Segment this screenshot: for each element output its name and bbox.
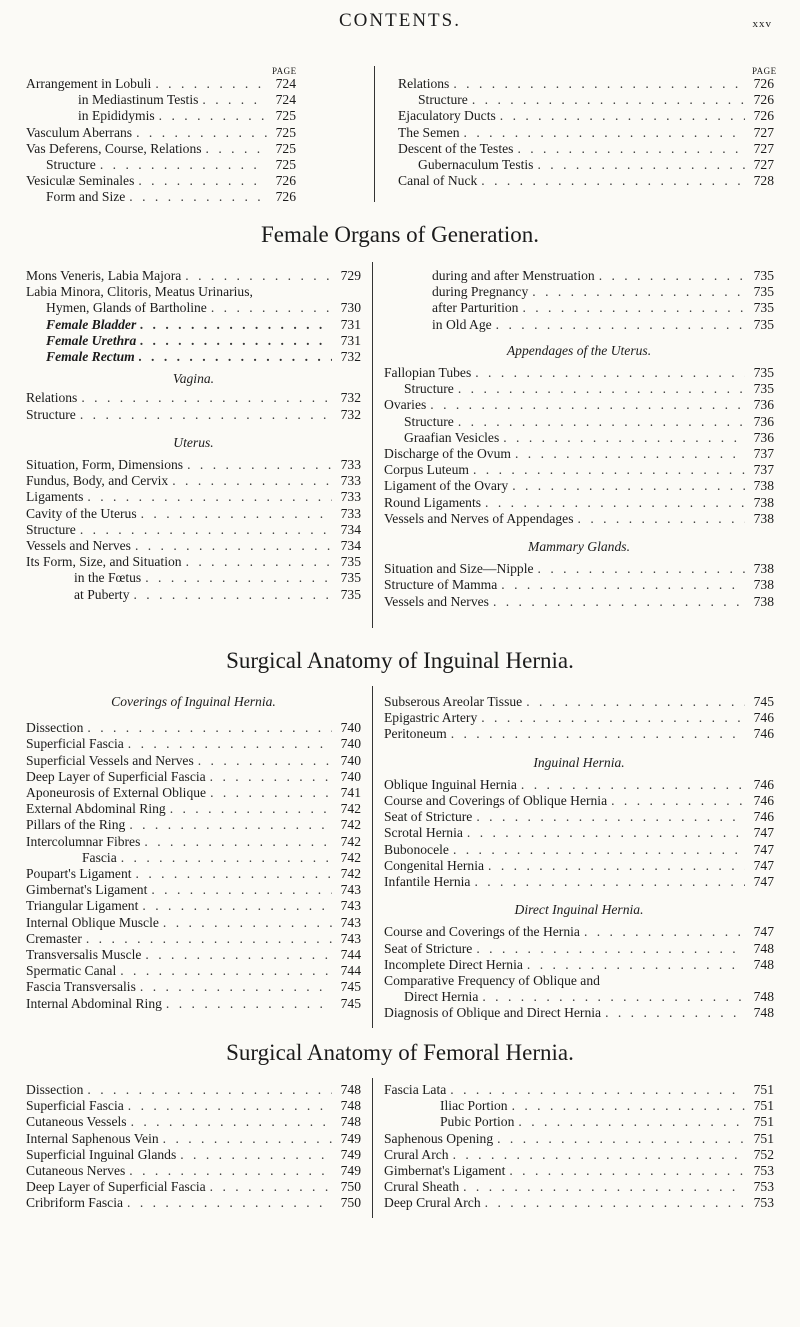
toc-entry: Iliac Portion . . . 751	[384, 1098, 774, 1114]
toc-entry: Internal Abdominal Ring . . . 745	[26, 996, 361, 1012]
toc-entry: Aponeurosis of External Oblique . . . 741	[26, 785, 361, 801]
toc-entry: Canal of Nuck . . . 728	[398, 173, 774, 189]
toc-entry: Structure . . . 725	[26, 157, 296, 173]
toc-entry: Ligament of the Ovary . . . 738	[384, 478, 774, 494]
toc-female-left	[26, 268, 361, 603]
subsection-heading: Mammary Glands.	[528, 539, 630, 555]
toc-entry: Vasculum Aberrans . . . 725	[26, 125, 296, 141]
toc-entry: Gimbernat's Ligament . . . 743	[26, 882, 361, 898]
page-number: xxv	[752, 18, 772, 30]
toc-entry: Round Ligaments . . . 738	[384, 495, 774, 511]
toc-entry: Comparative Frequency of Oblique and	[384, 973, 600, 989]
toc-entry: Discharge of the Ovum . . . 737	[384, 446, 774, 462]
toc-entry: Graafian Vesicles . . . 736	[384, 430, 774, 446]
subsection-heading: Inguinal Hernia.	[533, 754, 625, 770]
toc-entry: Female Bladder . . . 731	[26, 317, 361, 333]
column-divider	[372, 262, 373, 628]
toc-inguinal-right	[384, 694, 774, 1022]
toc-entry: Crural Sheath . . . 753	[384, 1179, 774, 1195]
toc-entry: Vessels and Nerves . . . 734	[26, 538, 361, 554]
toc-femoral-right	[384, 1082, 774, 1212]
toc-femoral-left	[26, 1082, 361, 1212]
toc-entry: Fascia Transversalis . . . 745	[26, 979, 361, 995]
toc-entry: Spermatic Canal . . . 744	[26, 963, 361, 979]
toc-entry: Direct Hernia . . . 748	[384, 989, 774, 1005]
section-heading: Female Organs of Generation.	[260, 222, 540, 247]
toc-entry: in the Fœtus . . . 735	[26, 570, 361, 586]
section-heading: Surgical Anatomy of Inguinal Hernia.	[226, 648, 574, 673]
toc-entry: Fascia Lata . . . 751	[384, 1082, 774, 1098]
toc-entry: Cutaneous Vessels . . . 748	[26, 1114, 361, 1130]
toc-entry: Scrotal Hernia . . . 747	[384, 825, 774, 841]
toc-entry: Form and Size . . . 726	[26, 189, 296, 205]
toc-entry: Dissection . . . 740	[26, 720, 361, 736]
toc-entry: Corpus Luteum . . . 737	[384, 462, 774, 478]
subsection-heading: Vagina.	[172, 371, 215, 387]
toc-entry: Cremaster . . . 743	[26, 931, 361, 947]
toc-entry: Seat of Stricture . . . 748	[384, 941, 774, 957]
toc-entry: Peritoneum . . . 746	[384, 726, 774, 742]
toc-entry: Relations . . . 732	[26, 390, 361, 406]
toc-entry: Superficial Fascia . . . 748	[26, 1098, 361, 1114]
toc-entry: The Semen . . . 727	[398, 125, 774, 141]
toc-entry: Superficial Vessels and Nerves . . . 740	[26, 753, 361, 769]
toc-female-right	[384, 268, 774, 610]
toc-entry: Cribriform Fascia . . . 750	[26, 1195, 361, 1211]
toc-entry: Structure . . . 732	[26, 407, 361, 423]
toc-entry: Superficial Fascia . . . 740	[26, 736, 361, 752]
toc-entry: Vesiculæ Seminales . . . 726	[26, 173, 296, 189]
toc-entry: Oblique Inguinal Hernia . . . 746	[384, 777, 774, 793]
toc-entry: Structure . . . 735	[384, 381, 774, 397]
toc-entry: Congenital Hernia . . . 747	[384, 858, 774, 874]
toc-entry: Descent of the Testes . . . 727	[398, 141, 774, 157]
toc-entry: Cavity of the Uterus . . . 733	[26, 506, 361, 522]
toc-entry: Ejaculatory Ducts . . . 726	[398, 108, 774, 124]
toc-entry: Gimbernat's Ligament . . . 753	[384, 1163, 774, 1179]
subsection-heading: Coverings of Inguinal Hernia.	[111, 694, 276, 709]
toc-entry: Internal Saphenous Vein . . . 749	[26, 1131, 361, 1147]
toc-entry: after Parturition . . . 735	[384, 300, 774, 316]
toc-entry: Ovaries . . . 736	[384, 397, 774, 413]
toc-entry: Course and Coverings of the Hernia . . . 747	[384, 924, 774, 940]
toc-entry: Saphenous Opening . . . 751	[384, 1131, 774, 1147]
toc-entry: Seat of Stricture . . . 746	[384, 809, 774, 825]
toc-entry: Female Rectum . . . 732	[26, 349, 361, 365]
toc-entry: Pillars of the Ring . . . 742	[26, 817, 361, 833]
toc-top-right	[398, 76, 774, 189]
toc-entry: at Puberty . . . 735	[26, 587, 361, 603]
toc-entry: Relations . . . 726	[398, 76, 774, 92]
toc-entry: in Old Age . . . 735	[384, 317, 774, 333]
toc-entry: Bubonocele . . . 747	[384, 842, 774, 858]
toc-entry: Dissection . . . 748	[26, 1082, 361, 1098]
toc-entry: Ligaments . . . 733	[26, 489, 361, 505]
toc-entry: Deep Layer of Superficial Fascia . . . 750	[26, 1179, 361, 1195]
toc-entry: Deep Layer of Superficial Fascia . . . 740	[26, 769, 361, 785]
toc-entry: Deep Crural Arch . . . 753	[384, 1195, 774, 1211]
toc-entry: Vessels and Nerves . . . 738	[384, 594, 774, 610]
toc-entry: Its Form, Size, and Situation . . . 735	[26, 554, 361, 570]
toc-entry: Incomplete Direct Hernia . . . 748	[384, 957, 774, 973]
toc-entry: Vessels and Nerves of Appendages . . . 738	[384, 511, 774, 527]
toc-entry: Infantile Hernia . . . 747	[384, 874, 774, 890]
toc-entry: External Abdominal Ring . . . 742	[26, 801, 361, 817]
subsection-heading: Appendages of the Uterus.	[506, 342, 652, 358]
toc-entry: Vas Deferens, Course, Relations . . . 725	[26, 141, 296, 157]
toc-entry: during and after Menstruation . . . 735	[384, 268, 774, 284]
toc-entry: Internal Oblique Muscle . . . 743	[26, 915, 361, 931]
toc-entry: Hymen, Glands of Bartholine . . . 730	[26, 300, 361, 316]
column-divider	[372, 686, 373, 1028]
toc-entry: in Mediastinum Testis . . . 724	[26, 92, 296, 108]
toc-entry: Structure . . . 726	[398, 92, 774, 108]
column-divider	[372, 1078, 373, 1218]
toc-entry: Pubic Portion . . . 751	[384, 1114, 774, 1130]
toc-entry: Situation and Size—Nipple . . . 738	[384, 561, 774, 577]
toc-inguinal-left	[26, 694, 361, 1012]
toc-entry: Poupart's Ligament . . . 742	[26, 866, 361, 882]
toc-entry: Female Urethra . . . 731	[26, 333, 361, 349]
toc-entry: Structure of Mamma . . . 738	[384, 577, 774, 593]
toc-entry: Labia Minora, Clitoris, Meatus Urinarius,	[26, 284, 253, 300]
toc-entry: Intercolumnar Fibres . . . 742	[26, 834, 361, 850]
toc-entry: Structure . . . 736	[384, 414, 774, 430]
toc-top-left	[26, 76, 296, 206]
toc-entry: Diagnosis of Oblique and Direct Hernia . . . 748	[384, 1005, 774, 1021]
toc-entry: Gubernaculum Testis . . . 727	[398, 157, 774, 173]
subsection-heading: Uterus.	[173, 434, 214, 450]
toc-entry: Crural Arch . . . 752	[384, 1147, 774, 1163]
page-title: CONTENTS.	[339, 10, 461, 31]
toc-entry: Structure . . . 734	[26, 522, 361, 538]
page-column-label: PAGE	[752, 66, 777, 76]
section-heading: Surgical Anatomy of Femoral Hernia.	[226, 1040, 574, 1065]
toc-entry: Situation, Form, Dimensions . . . 733	[26, 457, 361, 473]
toc-entry: Transversalis Muscle . . . 744	[26, 947, 361, 963]
toc-entry: Fundus, Body, and Cervix . . . 733	[26, 473, 361, 489]
page-column-label: PAGE	[272, 66, 297, 76]
toc-entry: Mons Veneris, Labia Majora . . . 729	[26, 268, 361, 284]
toc-entry: Fascia . . . 742	[26, 850, 361, 866]
toc-entry: Superficial Inguinal Glands . . . 749	[26, 1147, 361, 1163]
toc-entry: Course and Coverings of Oblique Hernia . . . 746	[384, 793, 774, 809]
toc-entry: Subserous Areolar Tissue . . . 745	[384, 694, 774, 710]
toc-entry: in Epididymis . . . 725	[26, 108, 296, 124]
column-divider	[374, 66, 375, 202]
toc-entry: Fallopian Tubes . . . 735	[384, 365, 774, 381]
toc-entry: during Pregnancy . . . 735	[384, 284, 774, 300]
toc-entry: Epigastric Artery . . . 746	[384, 710, 774, 726]
toc-entry: Arrangement in Lobuli . . . 724	[26, 76, 296, 92]
subsection-heading: Direct Inguinal Hernia.	[514, 902, 644, 918]
toc-entry: Triangular Ligament . . . 743	[26, 898, 361, 914]
toc-entry: Cutaneous Nerves . . . 749	[26, 1163, 361, 1179]
